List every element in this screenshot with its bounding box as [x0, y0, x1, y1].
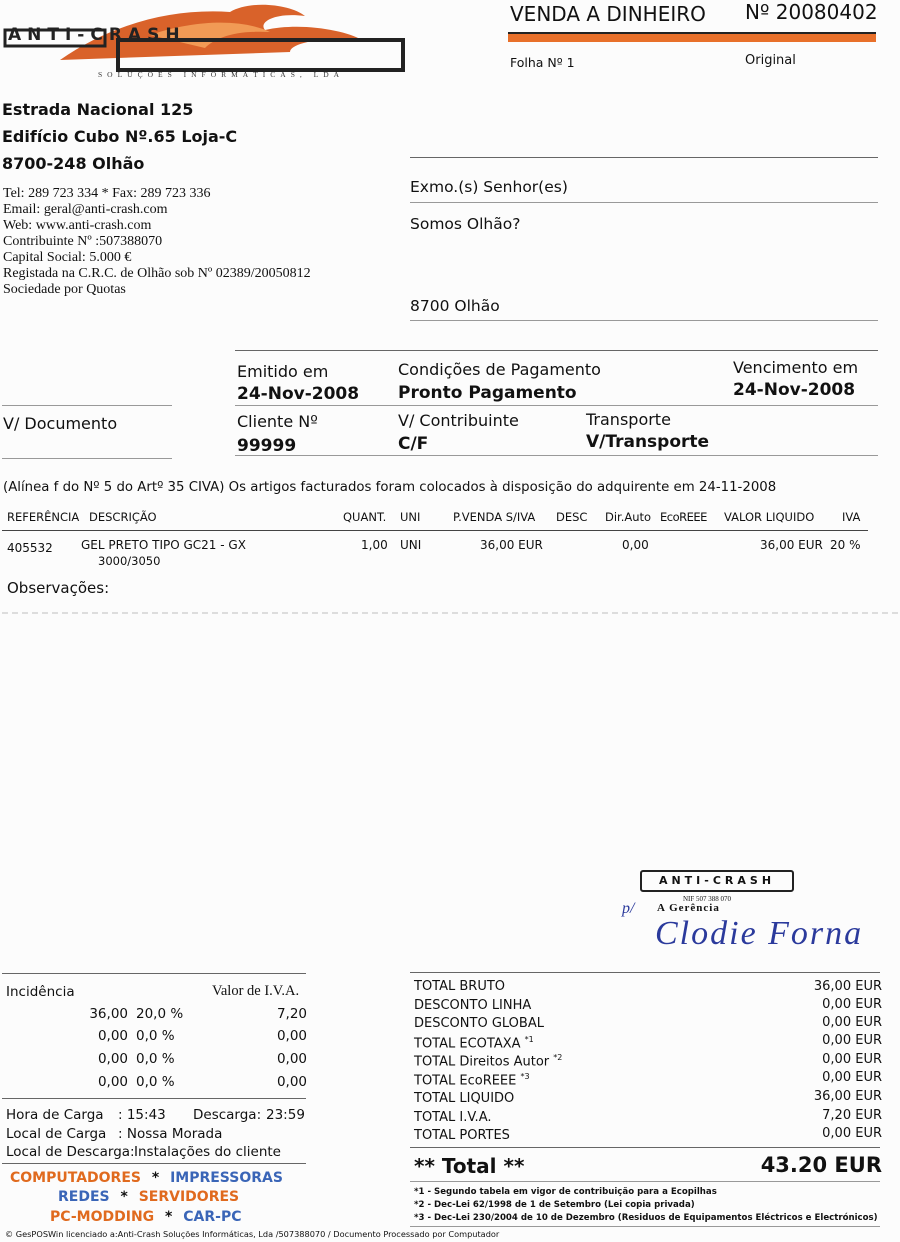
divider — [2, 1163, 306, 1164]
terms-label: Condições de Pagamento — [398, 360, 601, 379]
customer-salutation: Exmo.(s) Senhor(es) — [410, 178, 568, 196]
software-footer: © GesPOSWin licenciado a:Anti-Crash Soluções Informáticas, Lda /507388070 / Documento Processado por Computador — [5, 1229, 500, 1239]
ecoreee-label-text: TOTAL EcoREEE — [414, 1073, 517, 1089]
vat-base-header: Incidência — [6, 984, 75, 1000]
total-net-label: TOTAL LIQUIDO — [414, 1091, 515, 1106]
divider — [2, 405, 172, 406]
vat-rate: 0,0 % — [136, 1028, 175, 1044]
client-label: Cliente Nº — [237, 412, 318, 431]
stamp-nif: NIF 507 388 070 — [683, 895, 732, 903]
table-header-rule — [2, 530, 868, 531]
divider — [410, 1226, 880, 1227]
promo-printers: IMPRESSORAS — [170, 1170, 283, 1186]
sheet-number: Folha Nº 1 — [510, 55, 575, 70]
divider — [410, 1147, 880, 1148]
stamp-brand: ANTI-CRASH — [640, 870, 794, 892]
transport-value: V/Transporte — [586, 432, 710, 452]
document-number: Nº 20080402 — [745, 0, 878, 24]
col-header-discount: DESC — [556, 510, 588, 524]
ecoreee-label — [414, 1072, 530, 1088]
ecoreee-value: 0,00 EUR — [822, 1070, 882, 1085]
unload-place: Instalações do cliente — [134, 1144, 281, 1160]
row-vat: 20 % — [830, 538, 861, 552]
total-net-value: 36,00 EUR — [813, 1089, 882, 1104]
your-document-label: V/ Documento — [3, 414, 118, 433]
col-header-reference: REFERÊNCIA — [7, 510, 80, 524]
client-number: 99999 — [237, 436, 297, 456]
customer-city: 8700 Olhão — [410, 297, 500, 315]
vat-rate: 0,0 % — [136, 1074, 175, 1090]
promo-pc-modding: PC-MODDING — [50, 1209, 155, 1225]
company-tax-id: Contribuinte Nº :507388070 — [3, 234, 163, 249]
ecotax-label-text: TOTAL ECOTAXA — [414, 1036, 521, 1052]
vat-value: 0,00 — [276, 1028, 307, 1044]
col-header-description: DESCRIÇÃO — [89, 510, 157, 524]
ecotax-value: 0,00 EUR — [822, 1033, 882, 1048]
unload-time: 23:59 — [266, 1107, 305, 1123]
company-capital: Capital Social: 5.000 € — [3, 250, 132, 265]
issued-date: 24-Nov-2008 — [237, 384, 360, 404]
tax-label: V/ Contribuinte — [398, 411, 519, 430]
divider — [410, 320, 878, 321]
author-rights-label-text: TOTAL Direitos Autor — [414, 1054, 550, 1070]
total-vat-label: TOTAL I.V.A. — [414, 1110, 492, 1125]
company-web: Web: www.anti-crash.com — [3, 218, 152, 233]
logo-tagline: SOLUÇÕES INFORMÁTICAS, LDA — [98, 70, 345, 79]
promo-servers: SERVIDORES — [138, 1189, 240, 1205]
vat-base: 0,00 — [97, 1074, 128, 1090]
promo-computers: COMPUTADORES — [10, 1170, 141, 1186]
vat-value: 0,00 — [276, 1074, 307, 1090]
vat-value: 7,20 — [276, 1006, 307, 1022]
promo-separator: * — [165, 1209, 173, 1225]
divider — [235, 405, 878, 406]
line-discount-label: DESCONTO LINHA — [414, 998, 532, 1013]
promo-separator: * — [120, 1189, 128, 1205]
due-date: 24-Nov-2008 — [733, 380, 856, 400]
row-net-value: 36,00 EUR — [760, 538, 823, 552]
customer-name: Somos Olhão? — [410, 215, 521, 233]
issued-label: Emitido em — [237, 362, 329, 381]
row-description: GEL PRETO TIPO GC21 - GX — [81, 538, 246, 552]
vat-rate: 20,0 % — [136, 1006, 184, 1022]
vat-value: 0,00 — [276, 1051, 307, 1067]
ecotax-label — [414, 1035, 534, 1051]
total-gross-value: 36,00 EUR — [813, 979, 882, 994]
global-discount-label: DESCONTO GLOBAL — [414, 1016, 544, 1031]
document-type: VENDA A DINHEIRO — [510, 2, 706, 26]
total-shipping-value: 0,00 EUR — [822, 1126, 882, 1141]
load-place: : Nossa Morada — [118, 1126, 223, 1142]
author-rights-footnote-marker: *2 — [553, 1053, 563, 1062]
promo-line-1 — [10, 1170, 283, 1186]
divider — [2, 973, 306, 974]
footnote-1: *1 - Segundo tabela em vigor de contribuição para a Ecopilhas — [414, 1187, 717, 1197]
promo-car-pc: CAR-PC — [183, 1209, 242, 1225]
logo-brand-text: ANTI-CRASH — [8, 25, 186, 45]
col-header-price: P.VENDA S/IVA — [453, 510, 536, 524]
handwritten-signature: Clodie Forna — [655, 915, 864, 952]
col-header-author-rights: Dir.Auto — [605, 510, 652, 524]
ecotax-footnote-marker: *1 — [524, 1035, 534, 1044]
row-author-rights: 0,00 — [622, 538, 649, 552]
promo-line-3 — [50, 1209, 242, 1225]
grand-total-label: ** Total ** — [414, 1154, 525, 1178]
vat-base: 36,00 — [89, 1006, 128, 1022]
vat-value-header: Valor de I.V.A. — [212, 983, 300, 999]
promo-separator: * — [151, 1170, 160, 1186]
total-shipping-label: TOTAL PORTES — [414, 1128, 510, 1143]
col-header-vat: IVA — [842, 510, 861, 524]
line-discount-value: 0,00 EUR — [822, 997, 882, 1012]
company-address-line: 8700-248 Olhão — [2, 154, 145, 173]
company-address-line: Estrada Nacional 125 — [2, 100, 194, 119]
vat-base: 0,00 — [97, 1051, 128, 1067]
load-time-label: Hora de Carga — [6, 1107, 104, 1123]
legal-note: (Alínea f do Nº 5 do Artº 35 CIVA) Os artigos facturados foram colocados à disposição do adquirente em 24-11-2008 — [3, 480, 777, 495]
row-unit: UNI — [400, 538, 422, 552]
footnote-3: *3 - Dec-Lei 230/2004 de 10 de Dezembro (Residuos de Equipamentos Eléctricos e Electrónicos) — [414, 1213, 878, 1223]
transport-label: Transporte — [586, 410, 671, 429]
author-rights-label — [414, 1053, 562, 1069]
col-header-net-value: VALOR LIQUIDO — [724, 510, 815, 524]
header-accent-bar — [508, 32, 876, 42]
fold-line — [2, 612, 898, 614]
row-description-cont: 3000/3050 — [98, 554, 161, 568]
author-rights-value: 0,00 EUR — [822, 1052, 882, 1067]
load-time: : 15:43 — [118, 1107, 166, 1123]
company-email: Email: geral@anti-crash.com — [3, 202, 168, 217]
ecoreee-footnote-marker: *3 — [520, 1072, 530, 1081]
unload-label: Descarga: — [193, 1107, 262, 1123]
company-registry: Registada na C.R.C. de Olhão sob Nº 02389/20050812 — [3, 266, 311, 281]
divider — [2, 458, 172, 459]
divider — [410, 1181, 880, 1182]
promo-line-2 — [58, 1189, 239, 1205]
copy-label: Original — [745, 53, 796, 68]
load-place-label: Local de Carga — [6, 1126, 107, 1142]
row-price: 36,00 EUR — [480, 538, 543, 552]
total-vat-value: 7,20 EUR — [822, 1108, 882, 1123]
divider — [410, 157, 878, 158]
col-header-quantity: QUANT. — [343, 510, 387, 524]
divider — [410, 202, 878, 203]
signature-prefix: p/ — [622, 900, 635, 917]
divider — [410, 972, 880, 973]
col-header-unit: UNI — [400, 510, 421, 524]
company-phone: Tel: 289 723 334 * Fax: 289 723 336 — [3, 186, 211, 201]
row-reference: 405532 — [7, 541, 53, 555]
company-address-line: Edifício Cubo Nº.65 Loja-C — [2, 127, 238, 146]
row-quantity: 1,00 — [361, 538, 388, 552]
company-type: Sociedade por Quotas — [3, 282, 126, 297]
customer-tax-id: C/F — [398, 434, 429, 454]
col-header-ecoreee: EcoREEE — [660, 510, 707, 524]
vat-base: 0,00 — [97, 1028, 128, 1044]
divider — [2, 1098, 306, 1099]
due-label: Vencimento em — [733, 358, 859, 377]
divider — [235, 350, 878, 351]
promo-networks: REDES — [58, 1189, 110, 1205]
vat-rate: 0,0 % — [136, 1051, 175, 1067]
unload-place-label: Local de Descarga: — [6, 1144, 135, 1160]
payment-terms: Pronto Pagamento — [398, 383, 577, 403]
footnote-2: *2 - Dec-Lei 62/1998 de 1 de Setembro (Lei copia privada) — [414, 1200, 695, 1210]
company-logo — [0, 0, 410, 85]
grand-total-value: 43.20 EUR — [760, 1153, 882, 1177]
global-discount-value: 0,00 EUR — [822, 1015, 882, 1030]
stamp-label: A Gerência — [657, 902, 720, 914]
total-gross-label: TOTAL BRUTO — [414, 979, 506, 994]
divider — [235, 455, 878, 456]
observations-label: Observações: — [7, 579, 110, 597]
